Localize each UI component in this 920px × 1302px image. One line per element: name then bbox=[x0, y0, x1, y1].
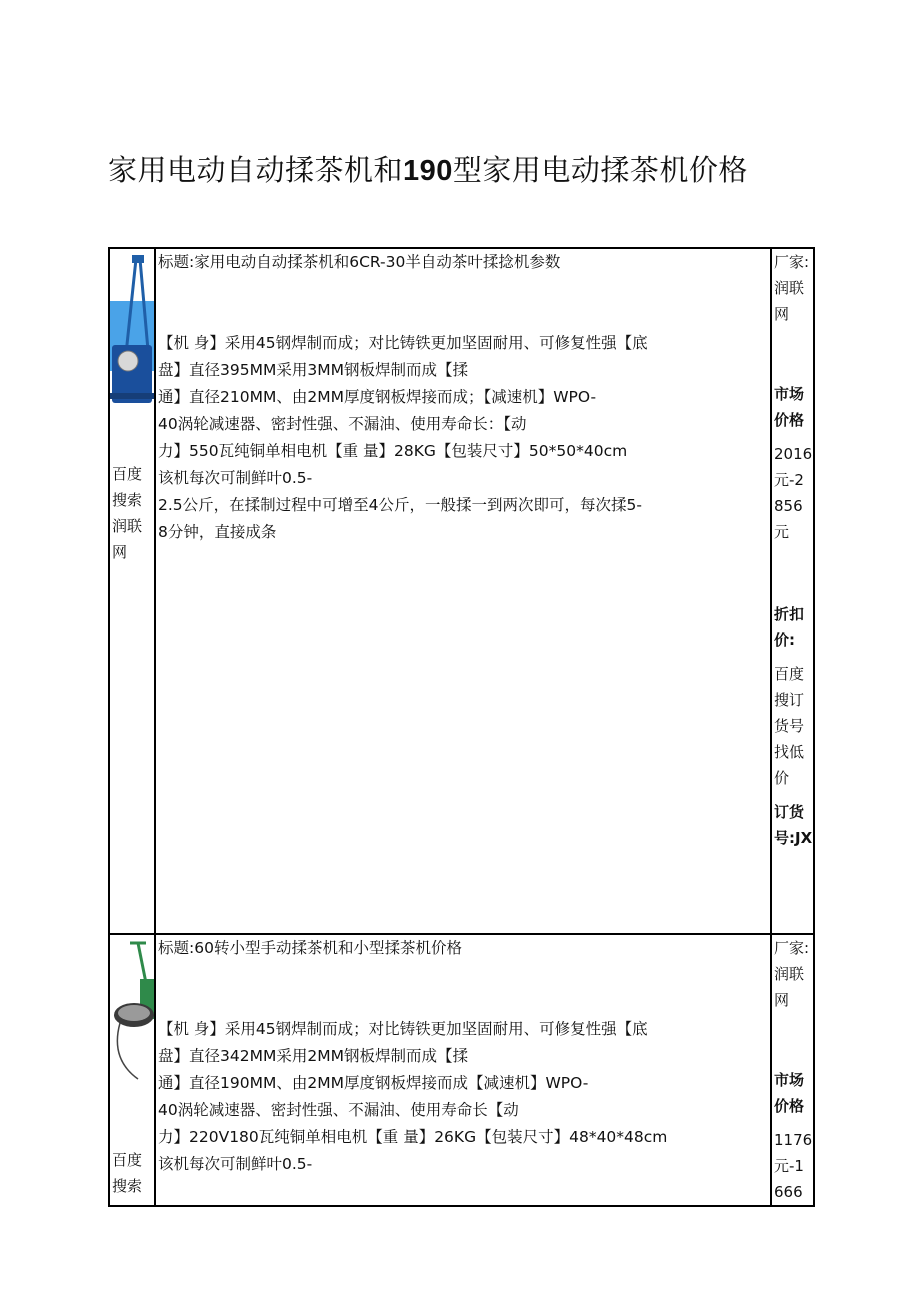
description-line: 【机 身】采用45钢焊制而成；对比铸铁更加坚固耐用、可修复性强【底 bbox=[158, 1020, 648, 1038]
description-line: 力】550瓦纯铜单相电机【重 量】28KG【包装尺寸】50*50*40cm bbox=[158, 442, 628, 460]
description-line: 盘】直径395MM采用3MM钢板焊制而成【揉 bbox=[158, 361, 468, 379]
price-range: 1176元-1666 bbox=[774, 1131, 813, 1201]
market-price-label: 市场价格 bbox=[774, 385, 805, 429]
image-caption: 百度搜索润联网 bbox=[112, 465, 143, 561]
product-description bbox=[155, 248, 771, 934]
title-text-1: 家用电动自动揉茶机和 bbox=[108, 153, 404, 187]
title-text-bold: 190 bbox=[403, 155, 453, 187]
description-line: 通】直径210MM、由2MM厚度钢板焊接而成；【减速机】WPO- bbox=[158, 388, 597, 406]
vendor-label: 厂家:润联网 bbox=[774, 253, 810, 323]
order-number: 订货号:JX bbox=[774, 803, 813, 847]
tea-rolling-machine-image[interactable] bbox=[110, 253, 155, 433]
image-caption: 百度搜索 bbox=[112, 1151, 143, 1195]
market-price-label: 市场价格 bbox=[774, 1071, 805, 1115]
description-line: 8分钟，直接成条 bbox=[158, 523, 277, 541]
product-image-cell bbox=[109, 934, 155, 1206]
product-row bbox=[109, 248, 814, 934]
discount-label: 折扣价: bbox=[774, 605, 805, 649]
description-line: 该机每次可制鲜叶0.5- bbox=[158, 1155, 313, 1173]
price-info-cell bbox=[771, 934, 814, 1206]
description-line: 盘】直径342MM采用2MM钢板焊制而成【揉 bbox=[158, 1047, 468, 1065]
product-table bbox=[108, 247, 815, 1207]
vendor-label: 厂家:润联网 bbox=[774, 939, 810, 1009]
title-text-2: 型家用电动揉茶机价格 bbox=[452, 153, 748, 187]
price-info-cell bbox=[771, 248, 814, 934]
price-range: 2016元-2856元 bbox=[774, 445, 813, 541]
product-heading: 标题:家用电动自动揉茶机和6CR-30半自动茶叶揉捻机参数 bbox=[158, 253, 561, 271]
description-line: 该机每次可制鲜叶0.5- bbox=[158, 469, 313, 487]
product-heading: 标题:60转小型手动揉茶机和小型揉茶机价格 bbox=[158, 939, 462, 957]
product-description bbox=[155, 934, 771, 1206]
hand-rolling-machine-image[interactable] bbox=[110, 939, 155, 1099]
description-line: 【机 身】采用45钢焊制而成；对比铸铁更加坚固耐用、可修复性强【底 bbox=[158, 334, 648, 352]
page-title bbox=[108, 148, 748, 189]
description-line: 力】220V180瓦纯铜单相电机【重 量】26KG【包装尺寸】48*40*48cm bbox=[158, 1128, 668, 1146]
description-line: 40涡轮减速器、密封性强、不漏油、使用寿命长：【动 bbox=[158, 415, 527, 433]
description-line: 通】直径190MM、由2MM厚度钢板焊接而成【减速机】WPO- bbox=[158, 1074, 589, 1092]
product-image-cell bbox=[109, 248, 155, 934]
product-row bbox=[109, 934, 814, 1206]
discount-note: 百度搜订货号找低价 bbox=[774, 665, 805, 787]
description-line: 2.5公斤，在揉制过程中可增至4公斤，一般揉一到两次即可，每次揉5- bbox=[158, 496, 642, 514]
description-line: 40涡轮减速器、密封性强、不漏油、使用寿命长【动 bbox=[158, 1101, 519, 1119]
